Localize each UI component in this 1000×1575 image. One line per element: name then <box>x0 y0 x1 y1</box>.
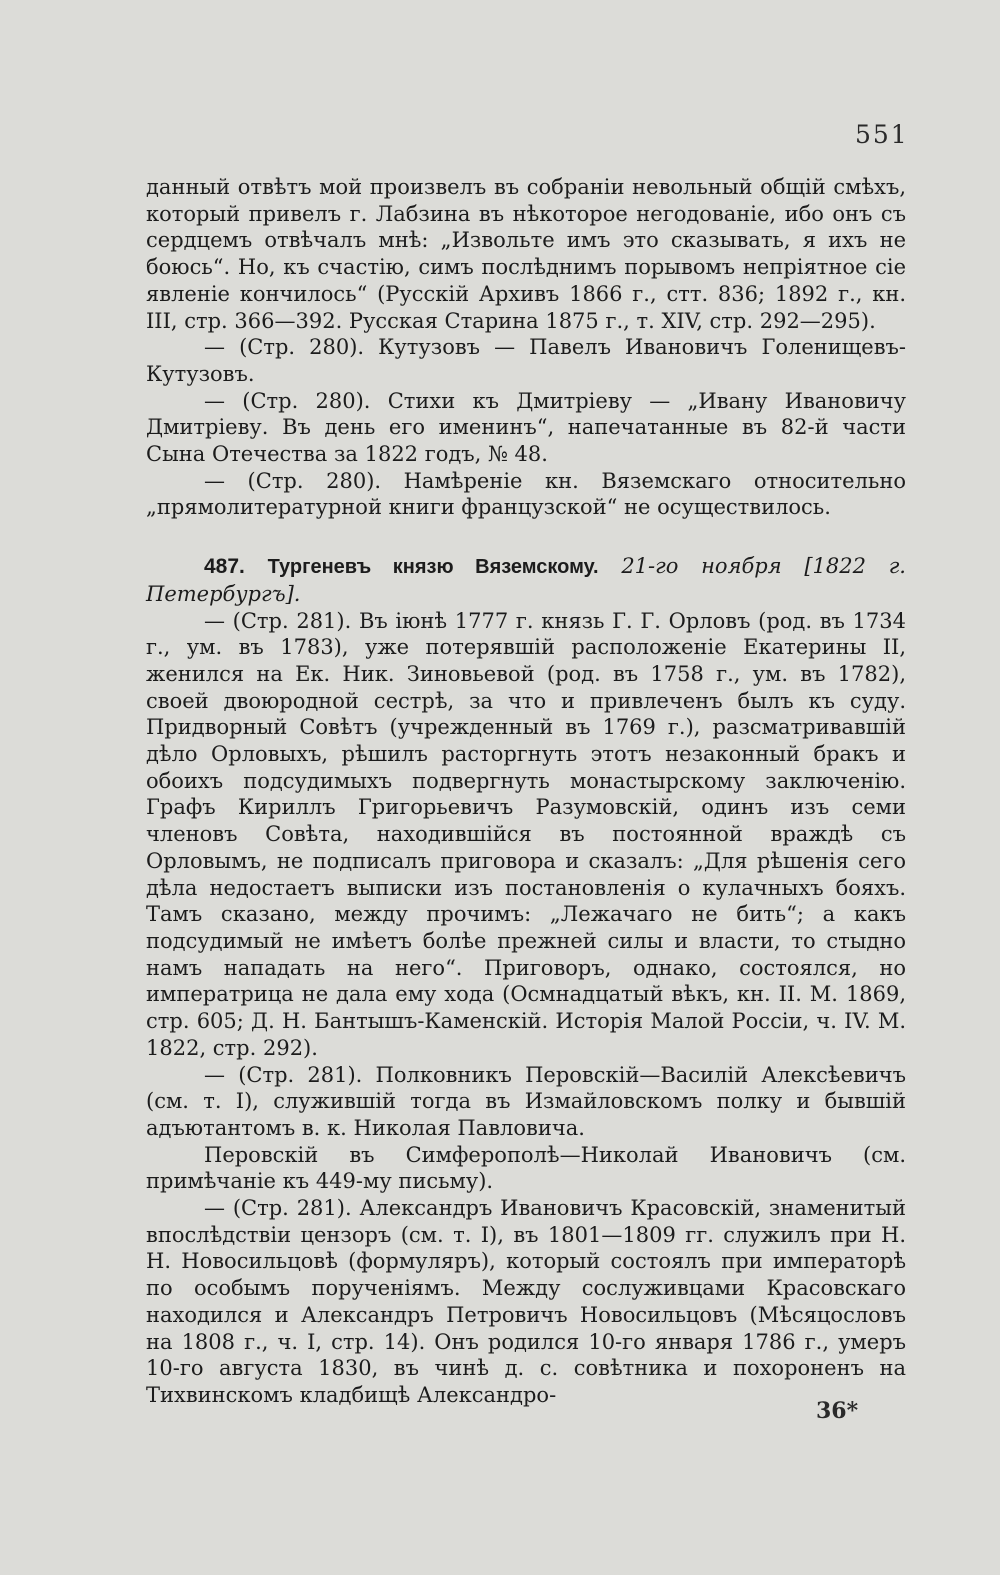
note-kutuzov: — (Стр. 280). Кутузовъ — Павелъ Ивановичъ Голенищевъ-Кутузовъ. <box>146 335 906 386</box>
letter-title: Тургеневъ князю Вяземскому. <box>267 556 599 579</box>
letter-number: 487. <box>204 555 245 579</box>
note-vyazemsky-book: — (Стр. 280). Намѣреніе кн. Вяземскаго относительно „прямолитературной книги французской“ не осуществилось. <box>146 468 906 520</box>
note-krasovsky: — (Стр. 281). Александръ Ивановичъ Красовскій, знаменитый впослѣдствіи цензоръ (см. т. I), въ 1801—1809 гг. служилъ при Н. Н. Новосильцовѣ (формуляръ), который состоялъ при императорѣ по особымъ порученіямъ. Между сослуживцами Красовскаго находился и Александръ Петровичъ Новосильцовъ (Мѣсяцословъ на 1808 г., ч. I, стр. 14). Онъ родился 10-го января 1786 г., умеръ 10-го августа 1830, въ чинѣ д. с. совѣтника и похороненъ на Тихвинскомъ кладбищѣ Александро- <box>146 1196 906 1407</box>
note-perovsky-nikolay: Перовскій въ Симферополѣ—Николай Ивановичъ (см. примѣчаніе къ 449-му письму). <box>146 1142 906 1194</box>
page-number: 551 <box>855 120 909 149</box>
note-perovsky-vasily: — (Стр. 281). Полковникъ Перовскій—Василій Алексѣевичъ (см. т. I), служившій тогда въ Измайловскомъ полку и бывшій адъютантомъ в. к. Николая Павловича. <box>146 1062 906 1140</box>
note-orlov: — (Стр. 281). Въ іюнѣ 1777 г. князь Г. Г. Орловъ (род. въ 1734 г., ум. въ 1783), уже потерявшій расположеніе Екатерины II, женился на Ек. Ник. Зиновьевой (род. въ 1758 г., ум. въ 1782), своей двоюродной сестрѣ, за что и привлеченъ былъ къ суду. Придворный Совѣтъ (учрежденный въ 1769 г.), разсматривавшій дѣло Орловыхъ, рѣшилъ расторгнуть этотъ незаконный бракъ и обоихъ подсудимыхъ подвергнуть монастырскому заключенію. Графъ Кириллъ Григорьевичъ Разумовскій, одинъ изъ семи членовъ Совѣта, находившійся въ постоянной враждѣ съ Орловымъ, не подписалъ приговора и сказалъ: „Для рѣшенія сего дѣла недостаетъ выписки изъ постановленія о кулачныхъ бояхъ. Тамъ сказано, между прочимъ: „Лежачаго не бить“; а какъ подсудимый не имѣетъ болѣе прежней силы и власти, то стыдно намъ нападать на него“. Приговоръ, однако, состоялся, но императрица не дала ему хода (Осмнадцатый вѣкъ, кн. II. М. 1869, стр. 605; Д. Н. Бантышъ-Каменскій. Исторія Малой Россіи, ч. IV. М. 1822, стр. 292). <box>146 608 906 1060</box>
page-body <box>146 174 906 1409</box>
letter-date: 21-го ноября [1822 г. Петербургъ]. <box>146 554 906 606</box>
signature-mark: 36* <box>816 1398 859 1424</box>
note-dmitriev: — (Стр. 280). Стихи къ Дмитріеву — „Ивану Ивановичу Дмитріеву. Въ день его именинъ“, напечатанные въ 82-й части Сына Отечества за 1822 годъ, № 48. <box>146 388 906 467</box>
paragraph-continuation: данный отвѣтъ мой произвелъ въ собраніи невольный общій смѣхъ, который привелъ г. Лабзина въ нѣкоторое негодованіе, ибо онъ съ сердцемъ отвѣчалъ мнѣ: „Извольте имъ это сказывать, я ихъ не боюсь“. Но, къ счастію, симъ послѣднимъ порывомъ непріятное сіе явленіе кончилось“ (Русскій Архивъ 1866 г., стт. 836; 1892 г., кн. III, стр. 366—392. Русская Старина 1875 г., т. XIV, стр. 292—295). <box>146 175 906 333</box>
letter-heading <box>146 553 906 607</box>
